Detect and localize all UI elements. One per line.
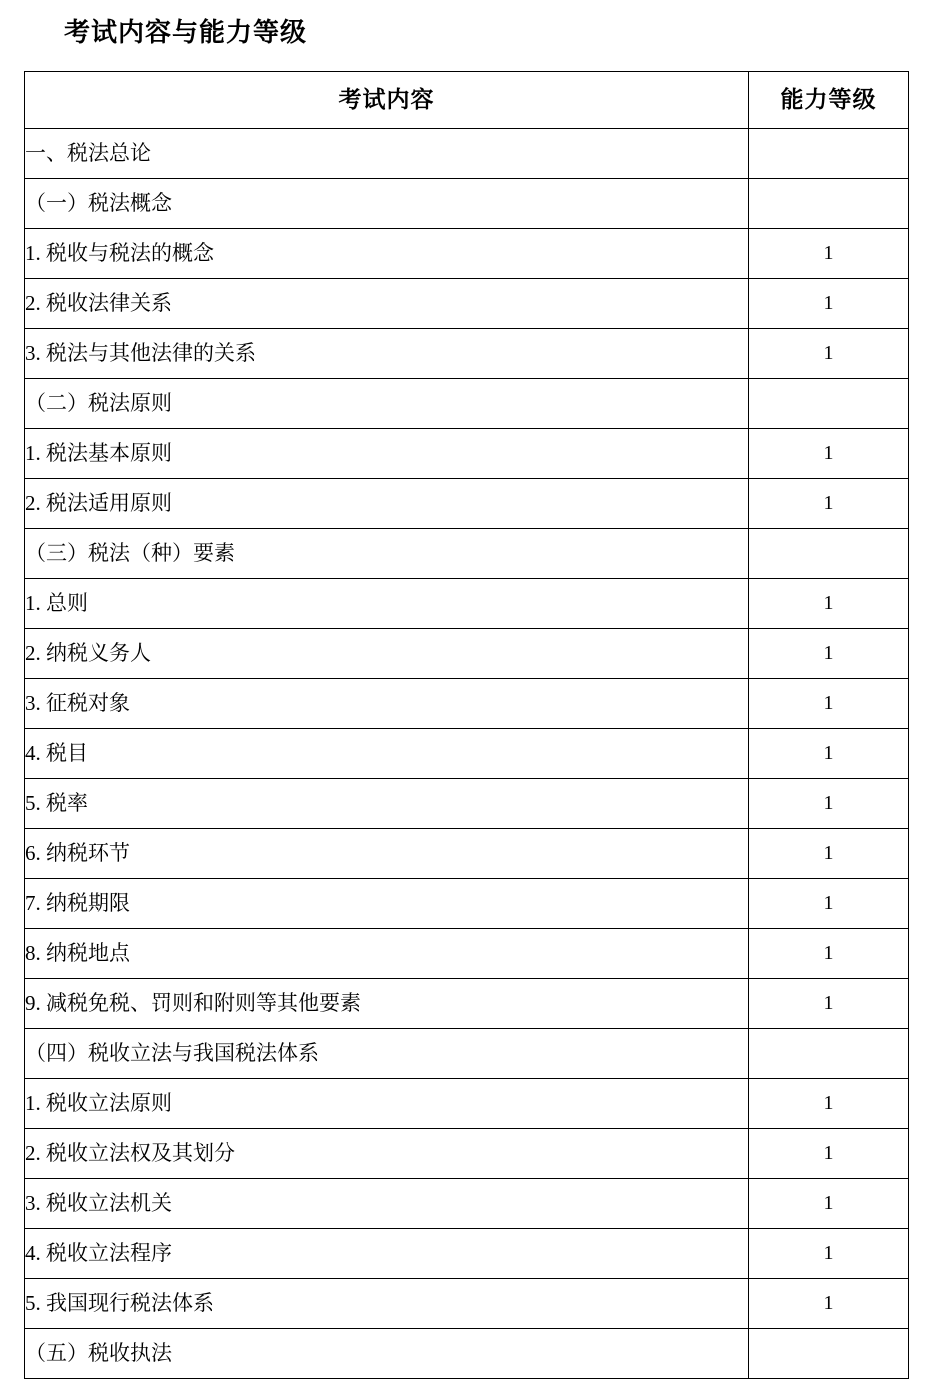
- content-cell: 7. 纳税期限: [25, 879, 749, 929]
- level-cell: [749, 529, 909, 579]
- table-header-row: [25, 72, 909, 129]
- level-cell: [749, 179, 909, 229]
- table-row: [25, 1079, 909, 1129]
- table-row: [25, 629, 909, 679]
- level-cell: 1: [749, 929, 909, 979]
- content-cell: （一）税法概念: [25, 179, 749, 229]
- level-cell: 1: [749, 279, 909, 329]
- level-cell: [749, 379, 909, 429]
- content-cell: 3. 税收立法机关: [25, 1179, 749, 1229]
- level-cell: 1: [749, 229, 909, 279]
- content-cell: 2. 税收立法权及其划分: [25, 1129, 749, 1179]
- table-row: [25, 579, 909, 629]
- column-header-content: 考试内容: [25, 72, 749, 129]
- exam-table-container: [24, 71, 907, 1379]
- table-row: [25, 1179, 909, 1229]
- exam-content-table: [24, 71, 909, 1379]
- table-row: [25, 1029, 909, 1079]
- level-cell: 1: [749, 979, 909, 1029]
- content-cell: 3. 税法与其他法律的关系: [25, 329, 749, 379]
- content-cell: （二）税法原则: [25, 379, 749, 429]
- content-cell: 2. 纳税义务人: [25, 629, 749, 679]
- table-row: [25, 429, 909, 479]
- level-cell: 1: [749, 479, 909, 529]
- level-cell: 1: [749, 1229, 909, 1279]
- table-body: [25, 129, 909, 1379]
- level-cell: [749, 1329, 909, 1379]
- table-row: [25, 179, 909, 229]
- level-cell: 1: [749, 1079, 909, 1129]
- content-cell: 1. 税收立法原则: [25, 1079, 749, 1129]
- content-cell: 4. 税目: [25, 729, 749, 779]
- table-row: [25, 279, 909, 329]
- content-cell: 一、税法总论: [25, 129, 749, 179]
- content-cell: 1. 税收与税法的概念: [25, 229, 749, 279]
- table-row: [25, 829, 909, 879]
- content-cell: 5. 我国现行税法体系: [25, 1279, 749, 1329]
- table-row: [25, 679, 909, 729]
- level-cell: 1: [749, 779, 909, 829]
- table-row: [25, 1229, 909, 1279]
- content-cell: 1. 总则: [25, 579, 749, 629]
- content-cell: 2. 税法适用原则: [25, 479, 749, 529]
- level-cell: [749, 1029, 909, 1079]
- content-cell: 3. 征税对象: [25, 679, 749, 729]
- table-row: [25, 929, 909, 979]
- content-cell: （三）税法（种）要素: [25, 529, 749, 579]
- level-cell: 1: [749, 1279, 909, 1329]
- level-cell: 1: [749, 329, 909, 379]
- document-page: [0, 14, 931, 1395]
- table-row: [25, 1279, 909, 1329]
- table-row: [25, 979, 909, 1029]
- table-row: [25, 729, 909, 779]
- table-header: [25, 72, 909, 129]
- level-cell: [749, 129, 909, 179]
- content-cell: 9. 减税免税、罚则和附则等其他要素: [25, 979, 749, 1029]
- content-cell: （四）税收立法与我国税法体系: [25, 1029, 749, 1079]
- level-cell: 1: [749, 1179, 909, 1229]
- level-cell: 1: [749, 679, 909, 729]
- level-cell: 1: [749, 629, 909, 679]
- table-row: [25, 879, 909, 929]
- level-cell: 1: [749, 579, 909, 629]
- table-row: [25, 1329, 909, 1379]
- table-row: [25, 1129, 909, 1179]
- table-row: [25, 229, 909, 279]
- content-cell: 2. 税收法律关系: [25, 279, 749, 329]
- level-cell: 1: [749, 1129, 909, 1179]
- content-cell: 6. 纳税环节: [25, 829, 749, 879]
- table-row: [25, 329, 909, 379]
- column-header-level: 能力等级: [749, 72, 909, 129]
- content-cell: 5. 税率: [25, 779, 749, 829]
- table-row: [25, 529, 909, 579]
- content-cell: 4. 税收立法程序: [25, 1229, 749, 1279]
- level-cell: 1: [749, 729, 909, 779]
- level-cell: 1: [749, 829, 909, 879]
- content-cell: 8. 纳税地点: [25, 929, 749, 979]
- table-row: [25, 779, 909, 829]
- level-cell: 1: [749, 879, 909, 929]
- content-cell: 1. 税法基本原则: [25, 429, 749, 479]
- content-cell: （五）税收执法: [25, 1329, 749, 1379]
- table-row: [25, 129, 909, 179]
- level-cell: 1: [749, 429, 909, 479]
- table-row: [25, 479, 909, 529]
- page-title: 考试内容与能力等级: [64, 18, 308, 48]
- table-row: [25, 379, 909, 429]
